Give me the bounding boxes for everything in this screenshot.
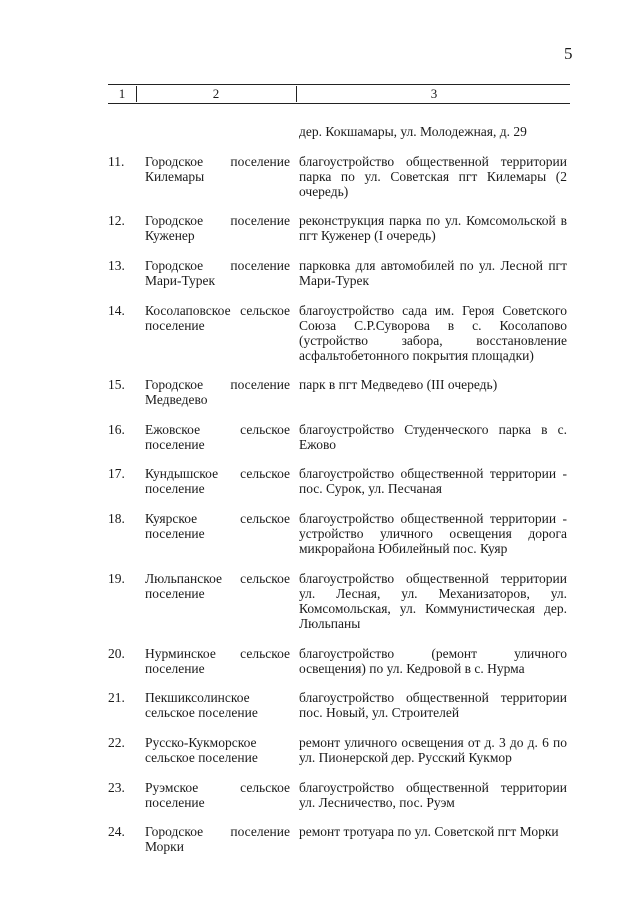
table-header (108, 84, 570, 104)
project-description: благоустройство (ремонт уличного освещения) по ул. Кедровой в с. Нурма (299, 646, 567, 676)
settlement-name: Нурминское сельское поселение (145, 646, 290, 676)
project-description: благоустройство сада им. Героя Советского Союза С.Р.Суворова в с. Косолапово (устройство забора, восстановление асфальтобетонного покрытия площадки) (299, 303, 567, 363)
row-number: 22. (108, 735, 125, 750)
row-number: 13. (108, 258, 125, 273)
row-number: 21. (108, 690, 125, 705)
settlement-name: Городское поселение Килемары (145, 154, 290, 184)
header-col-2: 2 (136, 86, 297, 102)
row-number: 17. (108, 466, 125, 481)
row-number: 24. (108, 824, 125, 839)
row-number: 11. (108, 154, 125, 169)
project-description: благоустройство общественной территории ул. Лесничество, пос. Руэм (299, 780, 567, 810)
row-number: 12. (108, 213, 125, 228)
project-description: благоустройство общественной территории парка по ул. Советская пгт Килемары (2 очередь) (299, 154, 567, 199)
project-description: реконструкция парка по ул. Комсомольской в пгт Куженер (I очередь) (299, 213, 567, 243)
settlement-name: Городское поселение Морки (145, 824, 290, 854)
page-number: 5 (564, 44, 573, 63)
project-description: благоустройство общественной территории - устройство уличного освещения дорога микрорайона Юбилейный пос. Куяр (299, 511, 567, 556)
project-description: благоустройство Студенческого парка в с. Ежово (299, 422, 567, 452)
project-description: благоустройство общественной территории пос. Новый, ул. Строителей (299, 690, 567, 720)
row-number: 20. (108, 646, 125, 661)
project-description: парковка для автомобилей по ул. Лесной пгт Мари-Турек (299, 258, 567, 288)
settlement-name: Городское поселение Медведево (145, 377, 290, 407)
settlement-name: Люльпанское сельское поселение (145, 571, 290, 601)
settlement-name: Кундышское сельское поселение (145, 466, 290, 496)
row-number: 19. (108, 571, 125, 586)
row-number: 15. (108, 377, 125, 392)
row-number: 18. (108, 511, 125, 526)
settlement-name: Русско-Кукморское сельское поселение (145, 735, 258, 765)
project-description: благоустройство общественной территории ул. Лесная, ул. Механизаторов, ул. Комсомольская, ул. Коммунистическая дер. Люльпаны (299, 571, 567, 631)
project-description: благоустройство общественной территории - пос. Сурок, ул. Песчаная (299, 466, 567, 496)
settlement-name: Куярское сельское поселение (145, 511, 290, 541)
settlement-name: Городское поселение Мари-Турек (145, 258, 290, 288)
row-number: 23. (108, 780, 125, 795)
project-description: ремонт тротуара по ул. Советской пгт Морки (299, 824, 559, 839)
header-col-3: 3 (430, 86, 438, 101)
project-description: парк в пгт Медведево (III очередь) (299, 377, 498, 392)
header-col-1: 1 (108, 86, 137, 102)
settlement-name: Косолаповское сельское поселение (145, 303, 290, 333)
settlement-name: Руэмское сельское поселение (145, 780, 290, 810)
continuation-text: дер. Кокшамары, ул. Молодежная, д. 29 (299, 124, 527, 139)
settlement-name: Ежовское сельское поселение (145, 422, 290, 452)
row-number: 14. (108, 303, 125, 318)
settlement-name: Городское поселение Куженер (145, 213, 290, 243)
row-number: 16. (108, 422, 125, 437)
project-description: ремонт уличного освещения от д. 3 до д. 6 по ул. Пионерской дер. Русский Кукмор (299, 735, 567, 765)
settlement-name: Пекшиксолинское сельское поселение (145, 690, 258, 720)
